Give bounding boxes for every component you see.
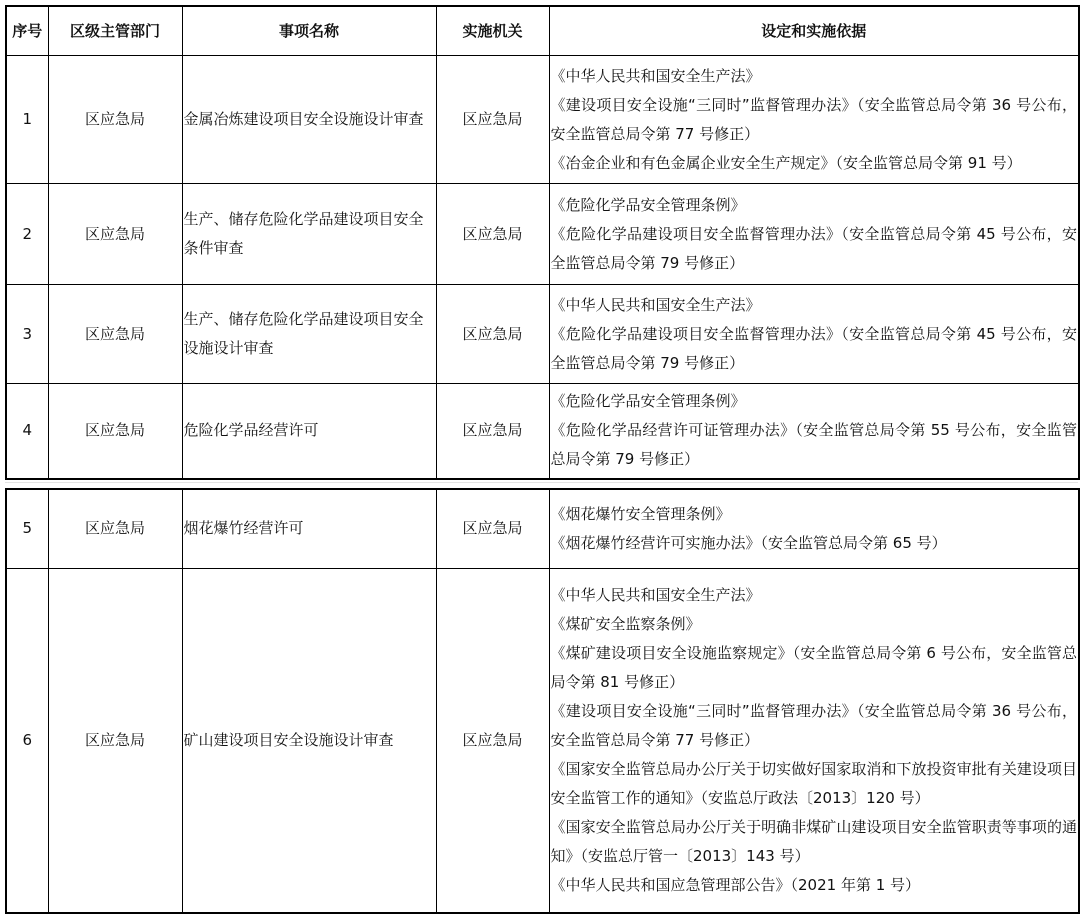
- basis-line: 《危险化学品安全管理条例》: [550, 195, 746, 214]
- row-item: 危险化学品经营许可: [182, 384, 436, 479]
- row-agency: 区应急局: [436, 56, 549, 184]
- row-no: 5: [6, 489, 48, 568]
- row-basis: [549, 184, 1079, 285]
- basis-line: 《中华人民共和国安全生产法》: [550, 585, 761, 604]
- basis-line: 《中华人民共和国安全生产法》: [550, 295, 761, 314]
- row-item: 生产、储存危险化学品建设项目安全条件审查: [182, 184, 436, 285]
- table-row: [6, 489, 1079, 568]
- table-row: [6, 184, 1079, 285]
- row-agency: 区应急局: [436, 384, 549, 479]
- row-no: 6: [6, 568, 48, 913]
- table-row: [6, 56, 1079, 184]
- row-dept: 区应急局: [48, 384, 182, 479]
- basis-line: 《国家安全监管总局办公厅关于明确非煤矿山建设项目安全监管职责等事项的通知》（安监总厅管一〔2013〕143 号）: [550, 817, 1077, 865]
- basis-line: 《冶金企业和有色金属企业安全生产规定》（安全监管总局令第 91 号）: [550, 153, 1022, 172]
- row-agency: 区应急局: [436, 285, 549, 384]
- permit-table-2: [5, 488, 1080, 914]
- row-agency: 区应急局: [436, 184, 549, 285]
- header-cell-agency: 实施机关: [436, 6, 549, 56]
- basis-line: 《煤矿安全监察条例》: [550, 614, 701, 633]
- basis-line: 《中华人民共和国应急管理部公告》（2021 年第 1 号）: [550, 875, 921, 894]
- row-agency: 区应急局: [436, 489, 549, 568]
- row-no: 2: [6, 184, 48, 285]
- row-dept: 区应急局: [48, 568, 182, 913]
- row-dept: 区应急局: [48, 56, 182, 184]
- header-cell-dept: 区级主管部门: [48, 6, 182, 56]
- table-header-row: [6, 6, 1079, 56]
- basis-line: 《中华人民共和国安全生产法》: [550, 66, 761, 85]
- basis-line: 《国家安全监管总局办公厅关于切实做好国家取消和下放投资审批有关建设项目安全监管工作的通知》（安监总厅政法〔2013〕120 号）: [550, 759, 1077, 807]
- header-cell-item: 事项名称: [182, 6, 436, 56]
- row-item: 生产、储存危险化学品建设项目安全设施设计审查: [182, 285, 436, 384]
- row-basis: [549, 285, 1079, 384]
- row-no: 3: [6, 285, 48, 384]
- basis-line: 《危险化学品建设项目安全监督管理办法》（安全监管总局令第 45 号公布，安全监管总局令第 79 号修正）: [550, 224, 1077, 272]
- basis-line: 《烟花爆竹安全管理条例》: [550, 504, 731, 523]
- table-row: [6, 568, 1079, 913]
- row-basis: [549, 568, 1079, 913]
- row-dept: 区应急局: [48, 285, 182, 384]
- permit-table-1: [5, 5, 1080, 480]
- row-no: 1: [6, 56, 48, 184]
- basis-line: 《危险化学品经营许可证管理办法》（安全监管总局令第 55 号公布，安全监管总局令第 79 号修正）: [550, 421, 1077, 469]
- basis-line: 《煤矿建设项目安全设施监察规定》（安全监管总局令第 6 号公布，安全监管总局令第 81 号修正）: [550, 643, 1077, 691]
- row-dept: 区应急局: [48, 184, 182, 285]
- basis-line: 《烟花爆竹经营许可实施办法》（安全监管总局令第 65 号）: [550, 533, 947, 552]
- basis-line: 《危险化学品安全管理条例》: [550, 392, 746, 411]
- row-basis: [549, 489, 1079, 568]
- row-item: 矿山建设项目安全设施设计审查: [182, 568, 436, 913]
- header-cell-basis: 设定和实施依据: [549, 6, 1079, 56]
- row-no: 4: [6, 384, 48, 479]
- basis-line: 《建设项目安全设施“三同时”监督管理办法》（安全监管总局令第 36 号公布，安全监管总局令第 77 号修正）: [550, 701, 1077, 749]
- basis-line: 《危险化学品建设项目安全监督管理办法》（安全监管总局令第 45 号公布，安全监管总局令第 79 号修正）: [550, 324, 1077, 372]
- row-basis: [549, 56, 1079, 184]
- basis-line: 《建设项目安全设施“三同时”监督管理办法》（安全监管总局令第 36 号公布，安全监管总局令第 77 号修正）: [550, 95, 1077, 143]
- row-item: 金属冶炼建设项目安全设施设计审查: [182, 56, 436, 184]
- row-dept: 区应急局: [48, 489, 182, 568]
- table-row: [6, 384, 1079, 479]
- page-break-divider: [5, 482, 1078, 483]
- row-agency: 区应急局: [436, 568, 549, 913]
- header-cell-no: 序号: [6, 6, 48, 56]
- row-basis: [549, 384, 1079, 479]
- table-row: [6, 285, 1079, 384]
- row-item: 烟花爆竹经营许可: [182, 489, 436, 568]
